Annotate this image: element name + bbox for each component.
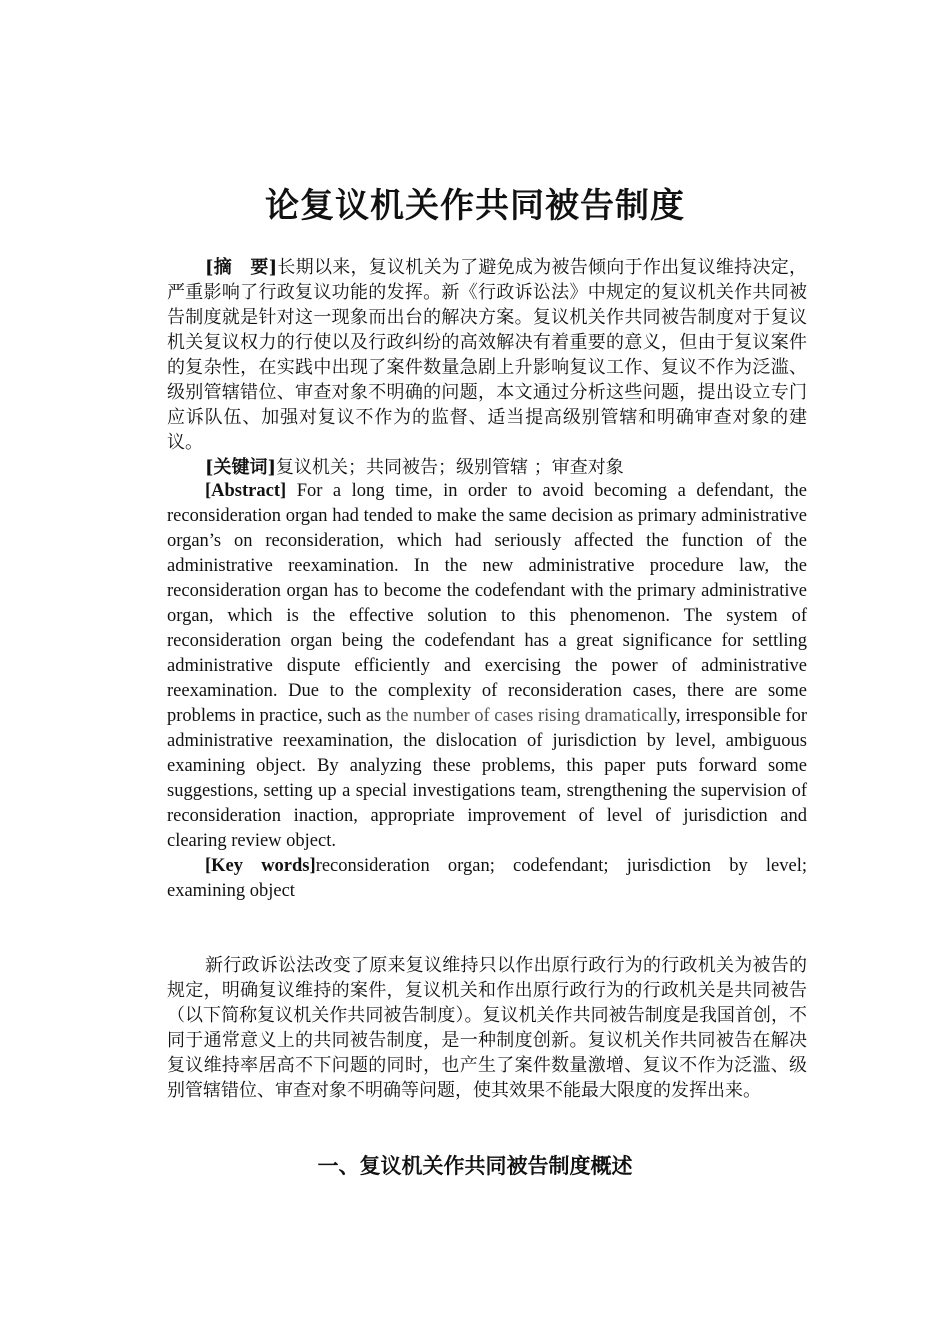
paper-title: 论复议机关作共同被告制度 [265,186,685,226]
chinese-abstract-label: [摘 要] [205,257,278,278]
chinese-keywords-label: [关键词] [205,457,277,478]
chinese-keywords-text: 复议机关；共同被告；级别管辖 ；审查对象 [276,457,624,478]
intro-block [167,953,807,1103]
english-abstract-text-before: For a long time, in order to avoid becoming a defendant, the reconsideration organ had tended to make the same decision as primary administrative organ’s on reconsideration, which had seriously affected the function of the administrative reexamination. In the new administrative procedure law, the reconsideration organ has to become the codefendant with the primary administrative organ, which is the effective solution to this phenomenon. The system of reconsideration organ being the codefendant has a great significance for settling administrative dispute efficiently and exercising the power of administrative reexamination. Due to the complexity of reconsideration cases, there are some problems in practice, such as [167,481,807,726]
chinese-abstract [167,255,807,455]
english-keywords-text: reconsideration organ; codefendant; jurisdiction by level; examining object [167,856,807,901]
english-abstract-highlight: the number of cases rising dramaticall [385,706,668,726]
english-abstract-text-after: y, irresponsible for administrative reexamination, the dislocation of jurisdiction by level, ambiguous examining object. By analyzing these problems, this paper puts forward some suggestions, setting up a special investigations team, strengthening the supervision of reconsideration inaction, appropriate improvement of level of jurisdiction and clearing review object. [167,706,807,851]
chinese-abstract-text: 长期以来，复议机关为了避免成为被告倾向于作出复议维持决定，严重影响了行政复议功能的发挥。新《行政诉讼法》中规定的复议机关作共同被告制度就是针对这一现象而出台的解决方案。复议机关作共同被告制度对于复议机关复议权力的行使以及行政纠纷的高效解决有着重要的意义，但由于复议案件的复杂性，在实践中出现了案件数量急剧上升影响复议工作、复议不作为泛滥、级别管辖错位、审查对象不明确的问题，本文通过分析这些问题，提出设立专门应诉队伍、加强对复议不作为的监督、适当提高级别管辖和明确审查对象的建议。 [167,257,807,453]
english-abstract-label: [Abstract] [205,481,287,501]
english-abstract [167,479,807,854]
section-heading: 一、复议机关作共同被告制度概述 [317,1154,633,1178]
intro-paragraph: 新行政诉讼法改变了原来复议维持只以作出原行政行为的行政机关为被告的规定，明确复议维持的案件，复议机关和作出原行政行为的行政机关是共同被告（以下简称复议机关作共同被告制度）。复议机关作共同被告制度是我国首创，不同于通常意义上的共同被告制度，是一种制度创新。复议机关作共同被告在解决复议维持率居高不下问题的同时，也产生了案件数量激增、复议不作为泛滥、级别管辖错位、审查对象不明确等问题，使其效果不能最大限度的发挥出来。 [167,955,807,1101]
english-abstract-block [167,479,807,904]
chinese-keywords [167,455,807,480]
english-keywords [167,854,807,904]
chinese-abstract-block [167,255,807,480]
english-keywords-label: [Key words] [205,856,316,876]
